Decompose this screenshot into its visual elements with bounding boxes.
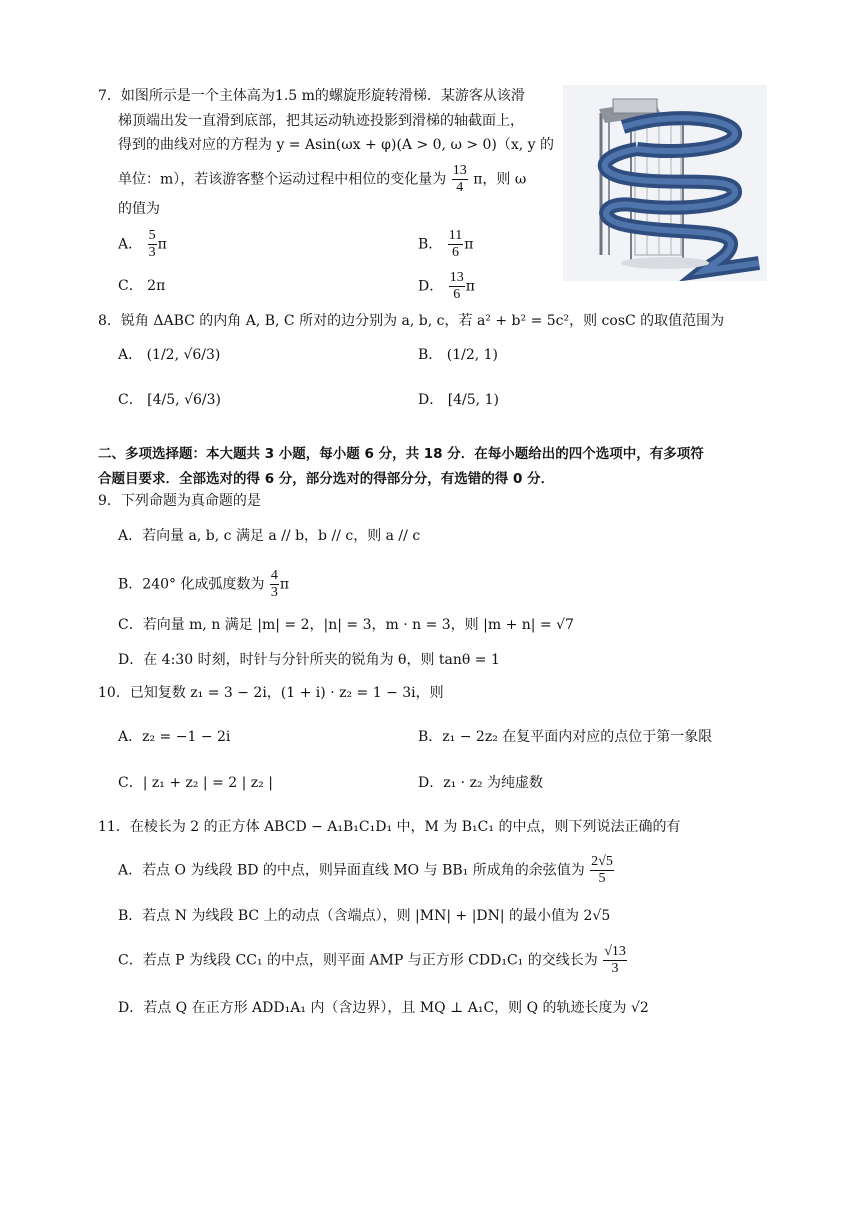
q7-phase-fraction	[452, 163, 468, 196]
q9-option-a[interactable]: A．若向量 a, b, c 满足 a // b，b // c，则 a // c	[118, 528, 421, 544]
option-label: B．	[418, 347, 443, 363]
option-label: D．	[418, 392, 444, 408]
fraction-numerator: √13	[604, 944, 626, 959]
q7-option-c[interactable]	[118, 276, 165, 296]
option-fraction	[590, 854, 614, 887]
option-suffix: π	[279, 576, 290, 593]
q7-line-3: 得到的曲线对应的方程为 y = Asin(ωx + φ)(A > 0, ω > 0)（x, y 的	[118, 137, 555, 153]
q9-option-d[interactable]: D．在 4:30 时刻，时针与分针所夹的锐角为 θ，则 tanθ = 1	[118, 652, 500, 668]
q10-option-b[interactable]: B．z₁ − 2z₂ 在复平面内对应的点位于第一象限	[418, 729, 713, 745]
q11-option-d[interactable]: D．若点 Q 在正方形 ADD₁A₁ 内（含边界），且 MQ ⊥ A₁C，则 Q 的轨迹长度为 √2	[118, 1000, 649, 1016]
option-text: [4/5, 1)	[447, 392, 499, 408]
q7-line-5: 的值为	[118, 201, 160, 217]
spiral-slide-image	[563, 85, 767, 281]
q7-line-4-text: 单位：m），若该游客整个运动过程中相位的变化量为	[118, 171, 447, 188]
option-text: (1/2, 1)	[446, 347, 499, 363]
q8-option-c[interactable]	[118, 390, 221, 410]
option-fraction	[448, 228, 463, 261]
q7-line-4	[118, 163, 526, 196]
fraction-numerator: 13	[452, 163, 467, 178]
option-label: A．	[118, 236, 143, 253]
q10-option-a[interactable]: A．z₂ = −1 − 2i	[118, 729, 231, 745]
option-suffix: π	[464, 236, 474, 253]
option-text: (1/2, √6/3)	[146, 347, 221, 363]
q9-option-b[interactable]	[118, 568, 289, 601]
q7-line-2: 梯顶端出发一直滑到底部，把其运动轨迹投影到滑梯的轴截面上，	[118, 113, 524, 129]
q11-option-a[interactable]	[118, 854, 615, 887]
fraction-numerator: 5	[148, 228, 156, 243]
q11-stem: 11．在棱长为 2 的正方体 ABCD − A₁B₁C₁D₁ 中，M 为 B₁C₁ 的中点，则下列说法正确的有	[98, 819, 681, 835]
fraction-denominator: 5	[598, 871, 606, 886]
q10-option-d[interactable]: D．z₁ · z₂ 为纯虚数	[418, 775, 544, 791]
option-label: B．	[418, 236, 443, 253]
spiral-slide-illustration	[563, 85, 767, 281]
fraction-numerator: 13	[449, 270, 464, 285]
fraction-numerator: 11	[448, 228, 463, 243]
q9-option-c[interactable]: C．若向量 m, n 满足 |m| = 2，|n| = 3，m · n = 3，则 |m + n| = √7	[118, 617, 574, 633]
option-suffix: π	[157, 236, 167, 253]
q8-option-a[interactable]	[118, 345, 220, 365]
fraction-numerator: 4	[270, 568, 278, 583]
q11-option-c[interactable]	[118, 944, 628, 977]
option-suffix: π	[465, 278, 475, 295]
q8-option-b[interactable]	[418, 345, 498, 365]
section-2-heading-line-1: 二、多项选择题：本大题共 3 小题，每小题 6 分，共 18 分．在每小题给出的四个选项中，有多项符	[98, 446, 704, 462]
fraction-denominator: 3	[148, 245, 156, 260]
option-label: C．	[118, 278, 143, 294]
fraction-denominator: 3	[611, 961, 619, 976]
q7-option-d[interactable]	[418, 270, 475, 303]
option-label: A．	[118, 347, 143, 363]
option-label: D．	[418, 278, 444, 295]
option-fraction	[270, 568, 279, 601]
option-label: C．	[118, 392, 143, 408]
q10-option-c[interactable]: C．| z₁ + z₂ | = 2 | z₂ |	[118, 775, 273, 791]
section-2-heading-line-2: 合题目要求．全部选对的得 6 分，部分选对的得部分分，有选错的得 0 分．	[98, 471, 555, 487]
fraction-numerator: 2√5	[591, 854, 613, 869]
option-fraction	[603, 944, 627, 977]
fraction-denominator: 3	[270, 585, 278, 600]
option-fraction	[449, 270, 465, 303]
q7-option-b[interactable]	[418, 228, 473, 261]
fraction-denominator: 6	[453, 287, 461, 302]
q8-option-d[interactable]	[418, 390, 499, 410]
q11-option-b[interactable]: B．若点 N 为线段 BC 上的动点（含端点），则 |MN| + |DN| 的最小值为 2√5	[118, 908, 611, 924]
q8-stem: 8．锐角 ΔABC 的内角 A, B, C 所对的边分别为 a, b, c，若 a² + b² = 5c²，则 cosC 的取值范围为	[98, 313, 725, 329]
option-text: 2π	[147, 278, 166, 294]
option-text: C．若点 P 为线段 CC₁ 的中点，则平面 AMP 与正方形 CDD₁C₁ 的交线长为	[118, 952, 598, 969]
q7-line-1: 7．如图所示是一个主体高为1.5 m的螺旋形旋转滑梯．某游客从该滑	[98, 88, 525, 104]
q9-stem: 9．下列命题为真命题的是	[98, 493, 261, 509]
q7-option-a[interactable]	[118, 228, 167, 261]
option-text: [4/5, √6/3)	[147, 392, 221, 408]
option-text: A．若点 O 为线段 BD 的中点，则异面直线 MO 与 BB₁ 所成角的余弦值为	[118, 862, 585, 879]
q10-stem: 10．已知复数 z₁ = 3 − 2i，(1 + i) · z₂ = 1 − 3i，则	[98, 685, 444, 701]
option-fraction	[148, 228, 157, 261]
fraction-denominator: 4	[456, 180, 464, 195]
option-text: B．240° 化成弧度数为	[118, 576, 265, 593]
q7-line-4-suffix: π，则 ω	[473, 171, 527, 188]
fraction-denominator: 6	[451, 245, 459, 260]
